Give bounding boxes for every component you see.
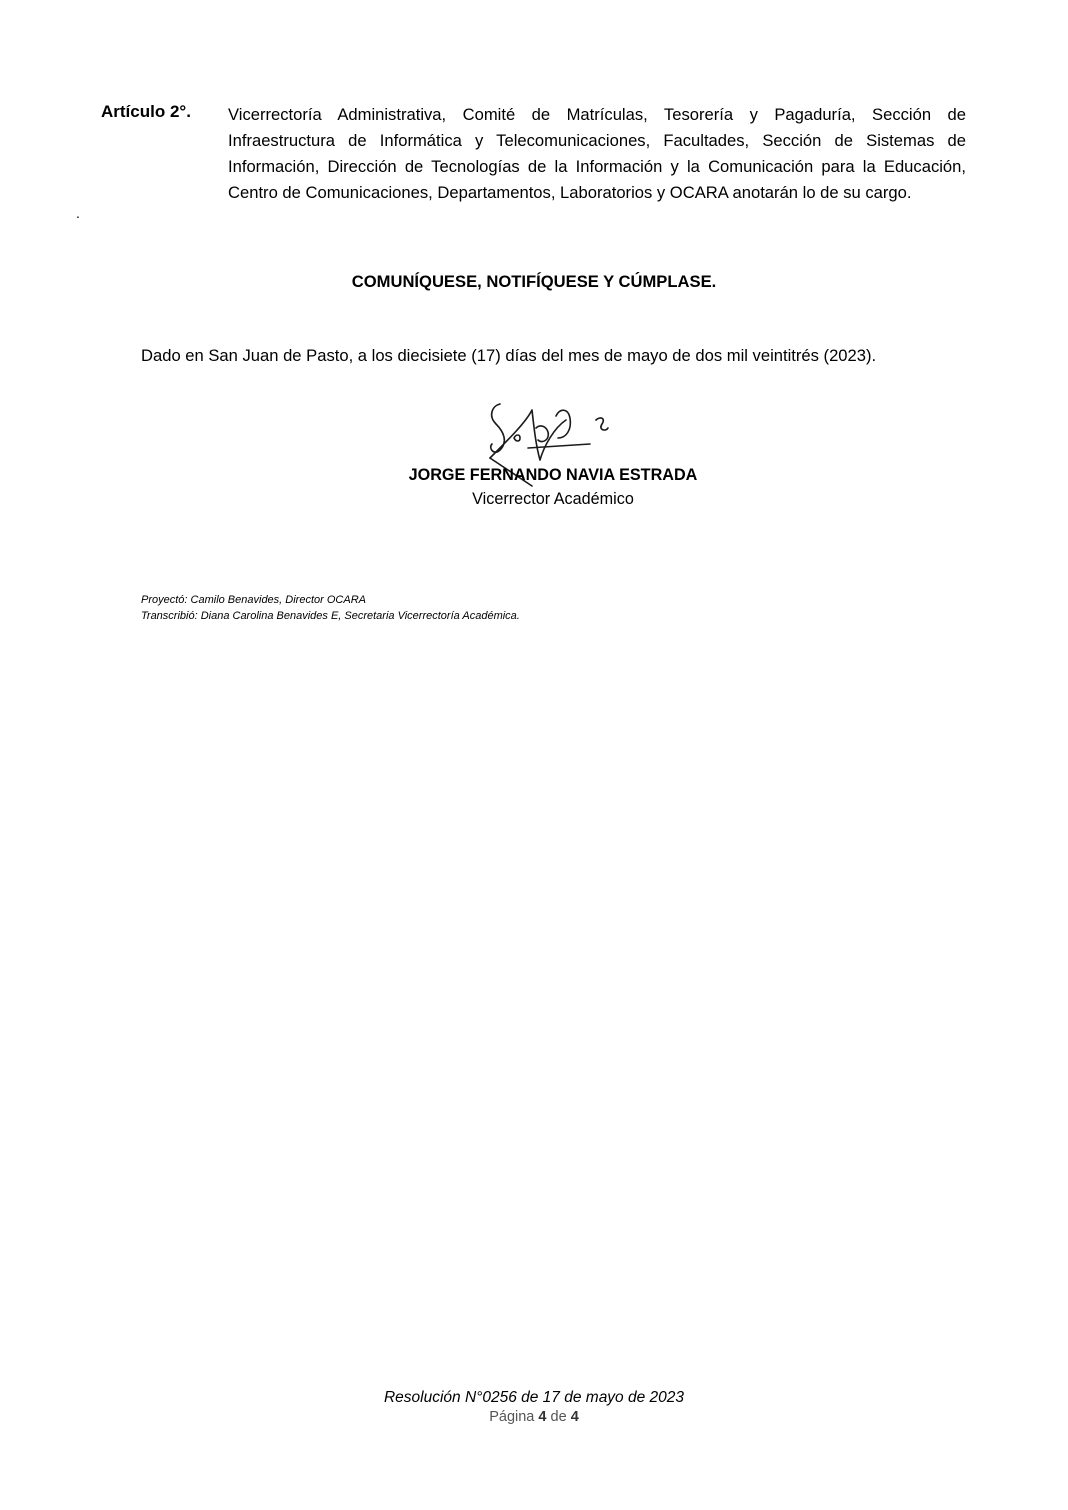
closing-statement: COMUNÍQUESE, NOTIFÍQUESE Y CÚMPLASE. xyxy=(351,272,717,291)
signer-name: JORGE FERNANDO NAVIA ESTRADA xyxy=(408,466,698,484)
page-total: 4 xyxy=(570,1409,579,1425)
given-at-statement: Dado en San Juan de Pasto, a los diecisiete (17) días del mes de mayo de dos mil veintitrés (2023). xyxy=(141,346,877,365)
credit-transcribio: Transcribió: Diana Carolina Benavides E, Secretaria Vicerrectoría Académica. xyxy=(141,610,520,622)
credits-block xyxy=(141,592,520,624)
article-label: Artículo 2°. xyxy=(101,102,191,121)
stray-mark: . xyxy=(76,205,80,221)
page-word: Página xyxy=(489,1409,535,1425)
footer-reference: Resolución N°0256 de 17 de mayo de 2023 xyxy=(383,1389,685,1406)
article-body: Vicerrectoría Administrativa, Comité de Matrículas, Tesorería y Pagaduría, Sección de Infraestructura de Informática y Telecomunicaciones, Facultades, Sección de Sistemas de Información, Dirección de Tecnologías de la Información y la Comunicación para la Educación, Centro de Comunicaciones, Departamentos, Laboratorios y OCARA anotarán lo de su cargo. xyxy=(228,105,966,202)
page-of: de xyxy=(550,1409,567,1425)
credit-proyecto: Proyectó: Camilo Benavides, Director OCARA xyxy=(141,594,366,606)
page-current: 4 xyxy=(538,1409,547,1425)
signer-role: Vicerrector Académico xyxy=(472,490,634,508)
footer-page-number xyxy=(0,1409,1068,1425)
